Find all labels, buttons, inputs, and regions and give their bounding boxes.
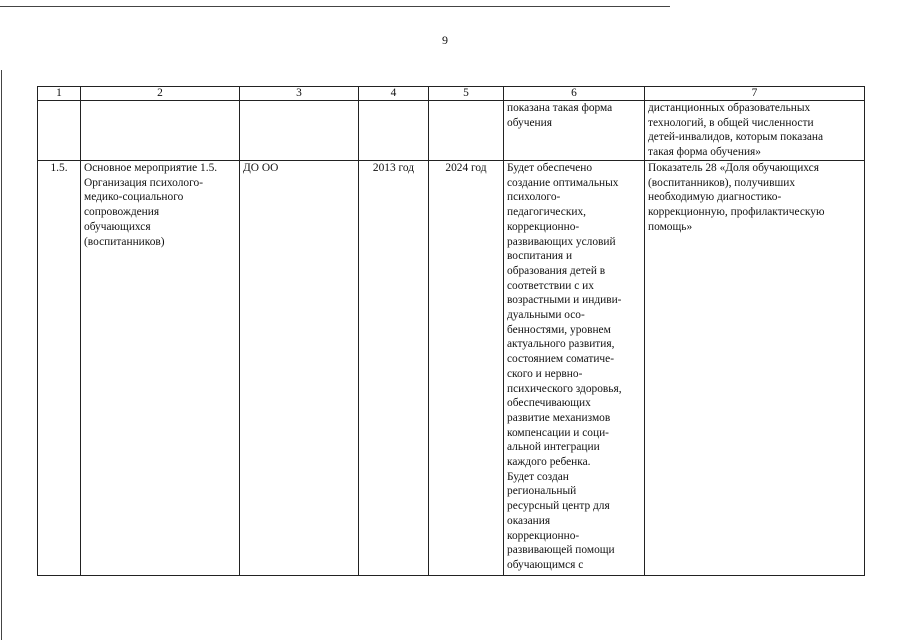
header-col-5: 5 <box>429 87 504 101</box>
result-line: развивающей помощи <box>507 544 615 557</box>
result-line: развитие механизмов <box>507 411 611 424</box>
header-col-4: 4 <box>359 87 429 101</box>
result-line: каждого ребенка. <box>507 456 591 469</box>
end-year-cell: 2024 год <box>429 161 504 576</box>
event-line: Основное мероприятие 1.5. <box>84 162 218 174</box>
result-line: компенсации и соци- <box>507 426 609 439</box>
result-line: обеспечивающих <box>507 397 591 410</box>
result-line: оказания <box>507 514 551 527</box>
result-line: педагогических, <box>507 206 587 219</box>
indicator-line: Показатель 28 «Доля обучающихся <box>648 162 819 174</box>
cont-cell-1 <box>38 101 81 161</box>
result-line: психического здоровья, <box>507 382 622 395</box>
cont-cell-3 <box>240 101 359 161</box>
event-line: Организация психолого- <box>84 176 203 189</box>
continuation-row <box>38 101 865 161</box>
event-line: обучающихся <box>84 220 151 233</box>
result-line: возрастными и индиви- <box>507 294 622 307</box>
result-line: ресурсный центр для <box>507 500 610 513</box>
cont-cell-5 <box>429 101 504 161</box>
indicator-line: помощь» <box>648 220 693 233</box>
header-col-6: 6 <box>504 87 645 101</box>
expected-result-cell <box>504 161 645 576</box>
cont-indicator-line: детей-инвалидов, которым показана <box>648 131 824 144</box>
cont-indicator-line: технологий, в общей численности <box>648 116 814 129</box>
result-line: ского и нервно- <box>507 367 583 380</box>
result-line: коррекционно- <box>507 529 580 542</box>
header-col-2: 2 <box>81 87 240 101</box>
header-col-3: 3 <box>240 87 359 101</box>
start-year-cell: 2013 год <box>359 161 429 576</box>
executor-cell: ДО ОО <box>240 161 359 576</box>
program-table <box>37 86 865 576</box>
event-line: сопровождения <box>84 206 160 219</box>
cont-indicator-cell <box>645 101 865 161</box>
cont-result-cell <box>504 101 645 161</box>
result-line: образования детей в <box>507 264 606 277</box>
cont-cell-2 <box>81 101 240 161</box>
result-line: создание оптимальных <box>507 176 619 189</box>
result-line: психолого- <box>507 191 561 204</box>
result-line: обучающимся с <box>507 558 584 571</box>
event-name-cell <box>81 161 240 576</box>
cont-indicator-line: дистанционных образовательных <box>648 102 811 114</box>
table-row <box>38 161 865 576</box>
header-col-7: 7 <box>645 87 865 101</box>
cont-result-line: показана такая форма <box>507 102 613 114</box>
event-line: медико-социального <box>84 191 184 204</box>
result-line: Будет создан <box>507 470 569 483</box>
header-col-1: 1 <box>38 87 81 101</box>
result-line: актуального развития, <box>507 338 615 351</box>
indicator-line: (воспитанников), получивших <box>648 176 796 189</box>
cont-result-line: обучения <box>507 116 552 129</box>
cont-indicator-line: такая форма обучения» <box>648 146 761 159</box>
header-row <box>38 87 865 101</box>
result-line: альной интеграции <box>507 441 600 454</box>
indicator-line: необходимую диагностико- <box>648 191 782 204</box>
top-rule <box>0 6 670 7</box>
result-line: Будет обеспечено <box>507 162 593 174</box>
cont-cell-4 <box>359 101 429 161</box>
indicator-line: коррекционную, профилактическую <box>648 206 825 219</box>
result-line: воспитания и <box>507 250 573 263</box>
event-line: (воспитанников) <box>84 235 165 248</box>
row-number-cell: 1.5. <box>38 161 81 576</box>
result-line: коррекционно- <box>507 220 580 233</box>
page-number: 9 <box>442 33 448 47</box>
indicator-cell <box>645 161 865 576</box>
left-margin-rule <box>1 70 2 640</box>
result-line: дуальными осо- <box>507 309 585 322</box>
result-line: соответствии с их <box>507 279 594 292</box>
result-line: бенностями, уровнем <box>507 323 611 336</box>
result-line: региональный <box>507 485 577 498</box>
result-line: состоянием соматиче- <box>507 353 615 366</box>
result-line: развивающих условий <box>507 235 616 248</box>
